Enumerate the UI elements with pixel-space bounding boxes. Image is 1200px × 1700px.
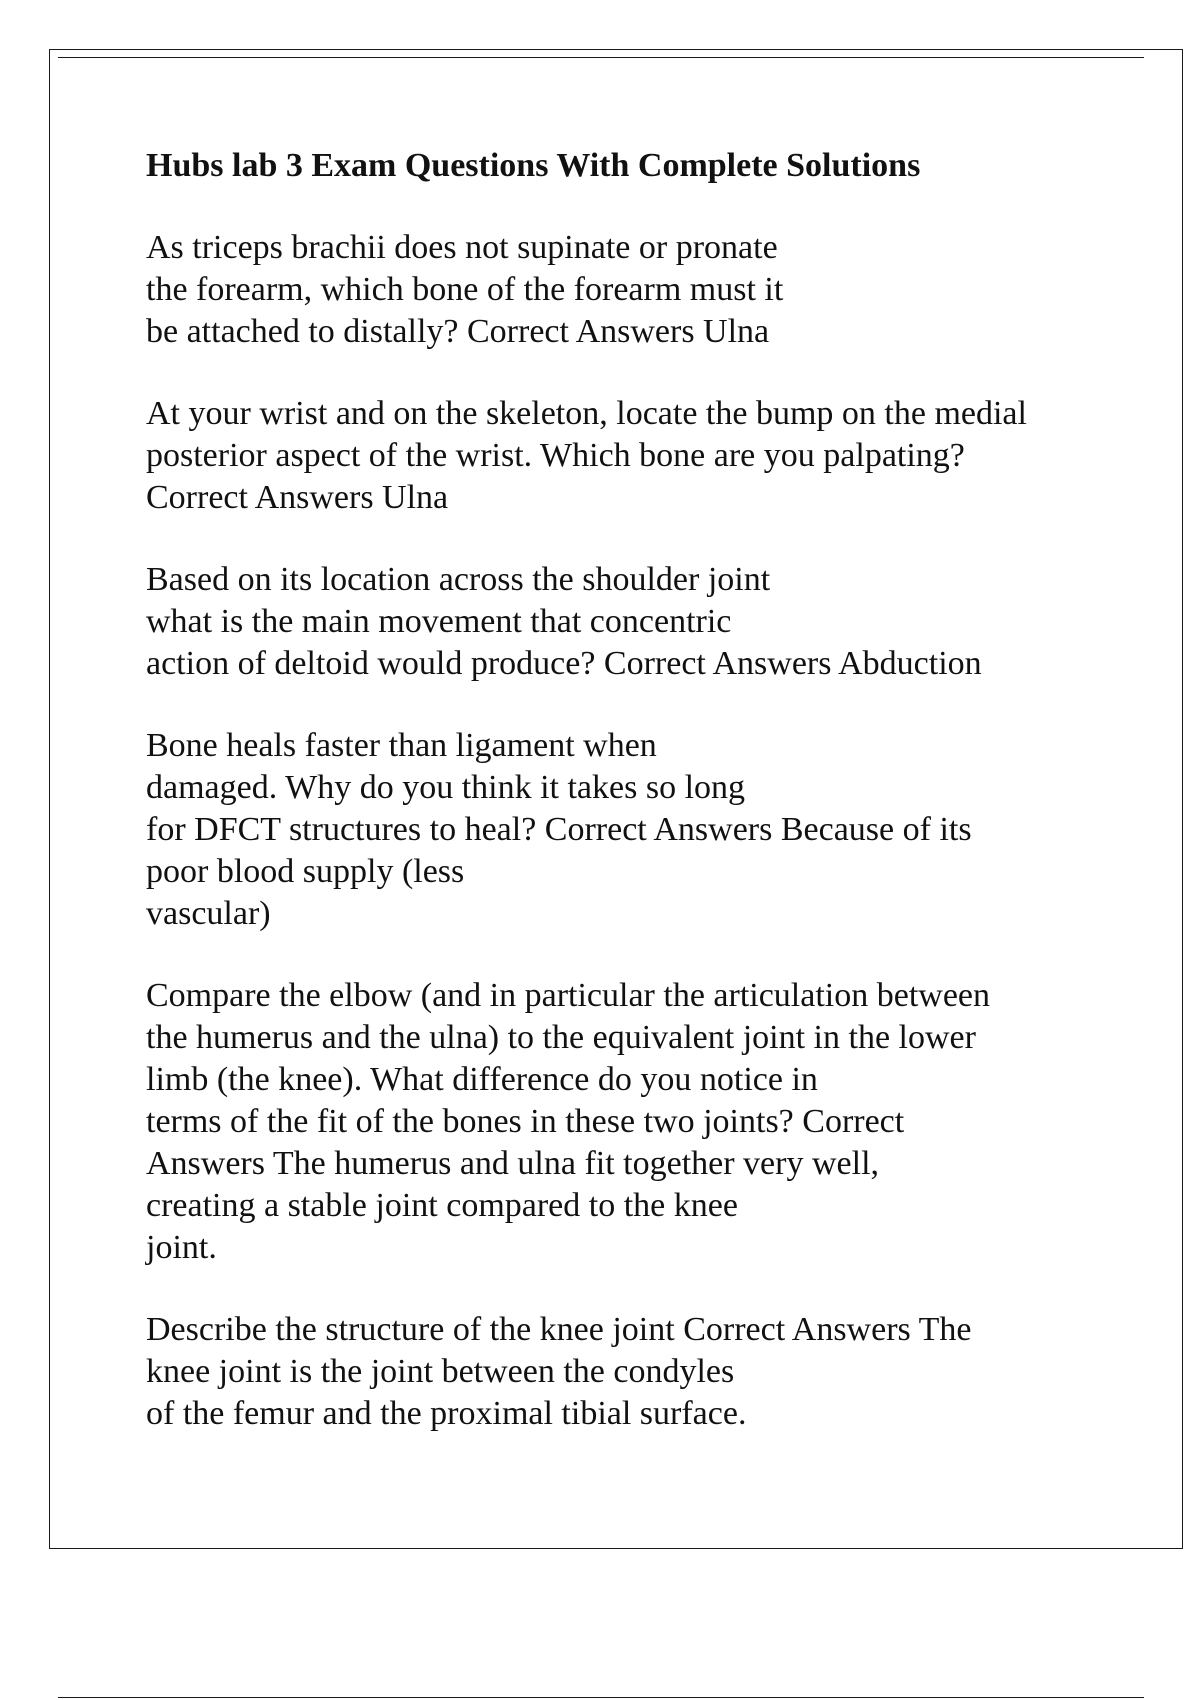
document-title: Hubs lab 3 Exam Questions With Complete Solutions	[146, 147, 921, 184]
document-content	[146, 145, 1106, 1475]
qa-block-dfct: Bone heals faster than ligament when damaged. Why do you think it takes so long for DFCT structures to heal? Correct Answers Because of its poor blood supply (less vascular)	[146, 727, 972, 932]
qa-block-wrist: At your wrist and on the skeleton, locate the bump on the medial posterior aspect of the wrist. Which bone are you palpating? Correct Answers Ulna	[146, 395, 1027, 516]
qa-block-deltoid: Based on its location across the shoulder joint what is the main movement that concentric action of deltoid would produce? Correct Answers Abduction	[146, 561, 982, 682]
bottom-rule	[58, 1697, 1144, 1698]
qa-block-elbow: Compare the elbow (and in particular the articulation between the humerus and the ulna) to the equivalent joint in the lower limb (the knee). What difference do you notice in terms of the fit of the bones in these two joints? Correct Answers The humerus and ulna fit together very well, creating a stable joint compared to the knee joint.	[146, 977, 991, 1266]
qa-block-triceps: As triceps brachii does not supinate or pronate the forearm, which bone of the forearm must it be attached to distally? Correct Answers Ulna	[146, 229, 784, 350]
top-rule	[58, 57, 1144, 58]
qa-block-knee: Describe the structure of the knee joint Correct Answers The knee joint is the joint between the condyles of the femur and the proximal tibial surface.	[146, 1311, 972, 1432]
